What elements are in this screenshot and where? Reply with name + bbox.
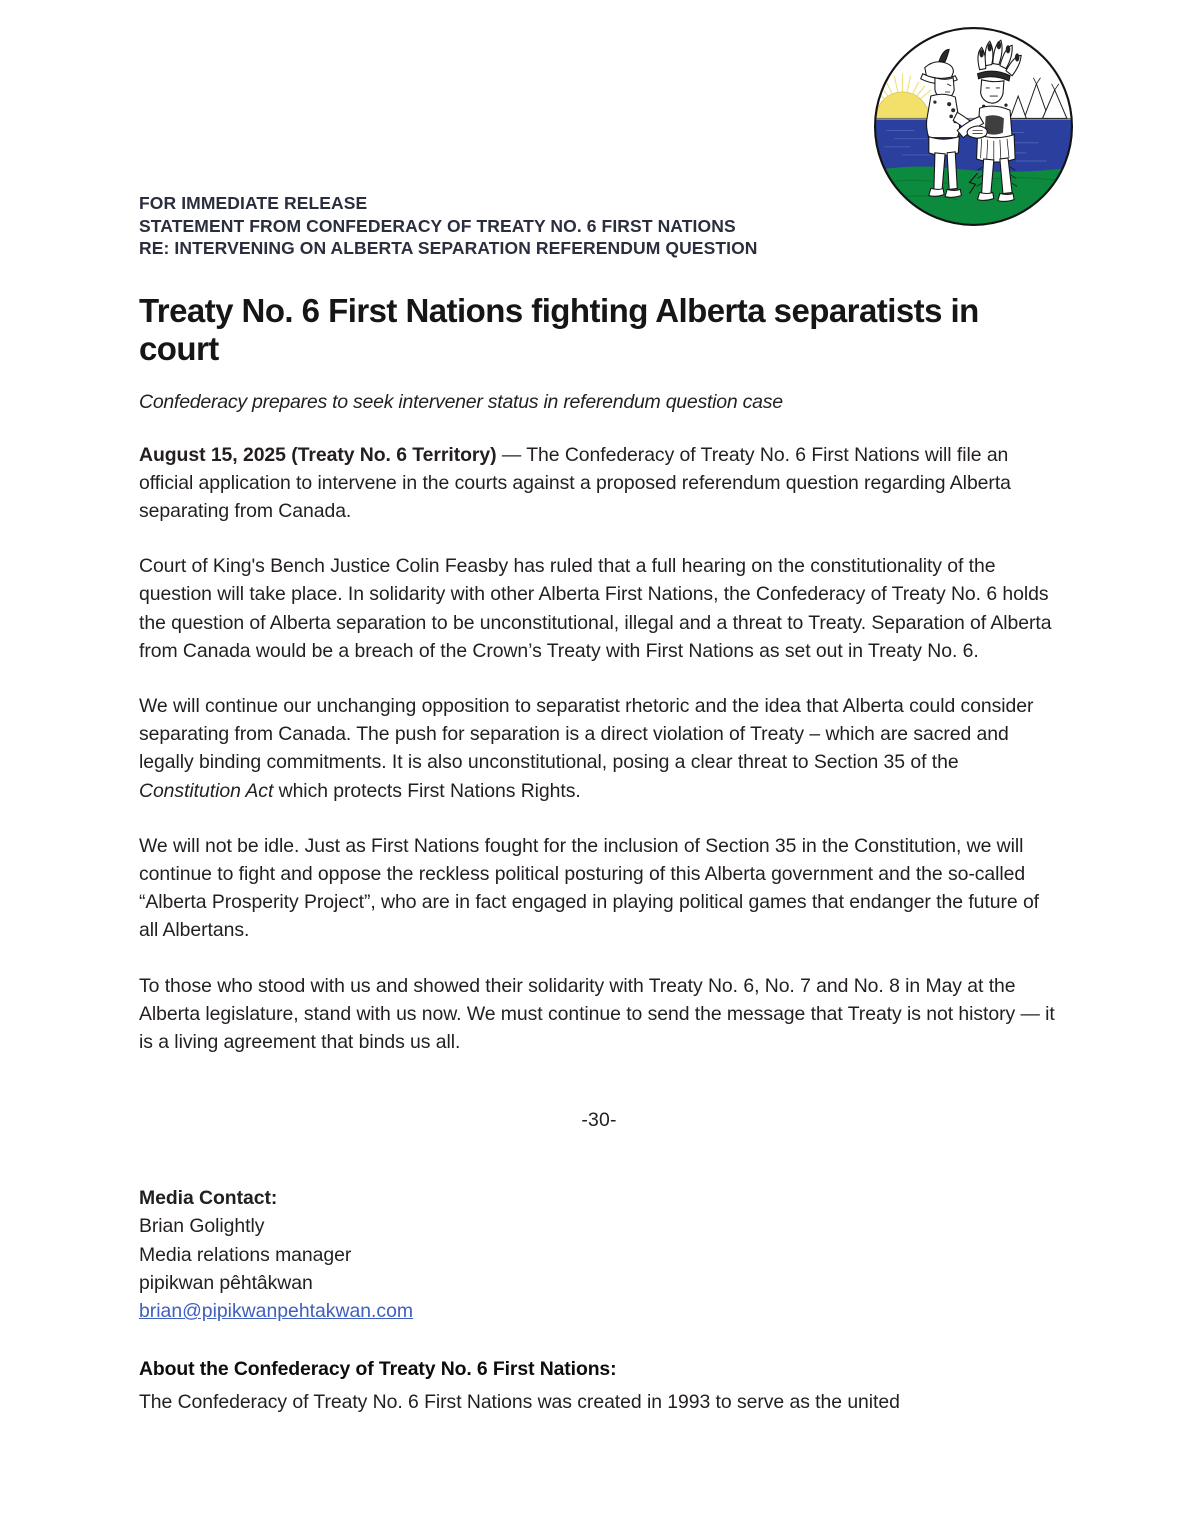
paragraph-opposition-before: We will continue our unchanging opposition to separatist rhetoric and the idea that Alberta could consider separating from Canada. The push for separation is a direct violation of Treaty – which are sacred and legally binding commitments. It is also unconstitutional, posing a clear threat to Section 35 of the [139, 695, 1034, 774]
document-content [139, 192, 1059, 1417]
release-header-line-3: RE: INTERVENING ON ALBERTA SEPARATION REFERENDUM QUESTION [139, 238, 758, 258]
about-block [139, 1355, 1059, 1416]
media-contact-heading: Media Contact: [139, 1187, 278, 1210]
media-contact-block [139, 1184, 1059, 1325]
release-header-line-1: FOR IMMEDIATE RELEASE [139, 193, 368, 213]
paragraph-not-idle: We will not be idle. Just as First Nations fought for the inclusion of Section 35 in the Constitution, we will continue to fight and oppose the reckless political posturing of this Alberta government and the so-called “Alberta Prosperity Project”, who are in fact engaged in playing political games that endanger the future of all Albertans. [139, 834, 1040, 942]
body-copy [139, 441, 1059, 1057]
paragraph-ruling: Court of King's Bench Justice Colin Feasby has ruled that a full hearing on the constitutionality of the question will take place. In solidarity with other Alberta First Nations, the Confederacy of Treaty No. 6 holds the question of Alberta separation to be unconstitutional, illegal and a threat to Treaty. Separation of Alberta from Canada would be a breach of the Crown’s Treaty with First Nations as set out in Treaty No. 6. [139, 555, 1052, 662]
about-heading: About the Confederacy of Treaty No. 6 First Nations: [139, 1358, 617, 1381]
media-contact-title: Media relations manager [139, 1243, 352, 1266]
handshake-icon [967, 126, 987, 138]
dateline-bold: August 15, 2025 (Treaty No. 6 Territory) [139, 443, 497, 466]
subheadline: Confederacy prepares to seek intervener status in referendum question case [139, 390, 783, 413]
release-header [139, 192, 1059, 260]
media-contact-email-link[interactable]: brian@pipikwanpehtakwan.com [139, 1300, 414, 1323]
media-contact-name: Brian Golightly [139, 1215, 265, 1238]
media-contact-organization: pipikwan pêhtâkwan [139, 1271, 313, 1294]
paragraph-opposition [139, 692, 1059, 805]
paragraph-dateline [139, 441, 1059, 526]
headline: Treaty No. 6 First Nations fighting Alberta separatists in court [139, 291, 979, 367]
paragraph-opposition-after: which protects First Nations Rights. [273, 779, 581, 802]
release-header-line-2: STATEMENT FROM CONFEDERACY OF TREATY NO. 6 FIRST NATIONS [139, 215, 736, 236]
about-text: The Confederacy of Treaty No. 6 First Nations was created in 1993 to serve as the united [139, 1391, 900, 1414]
end-mark: -30- [581, 1109, 617, 1132]
constitution-act-citation: Constitution Act [139, 779, 274, 802]
dateline-rest: — The Confederacy of Treaty No. 6 First Nations will file an official application to intervene in the courts against a proposed referendum question regarding Alberta separating from Canada. [139, 443, 1011, 523]
paragraph-solidarity: To those who stood with us and showed their solidarity with Treaty No. 6, No. 7 and No. 8 in May at the Alberta legislature, stand with us now. We must continue to send the message that Treaty is not history — it is a living agreement that binds us all. [139, 974, 1055, 1054]
